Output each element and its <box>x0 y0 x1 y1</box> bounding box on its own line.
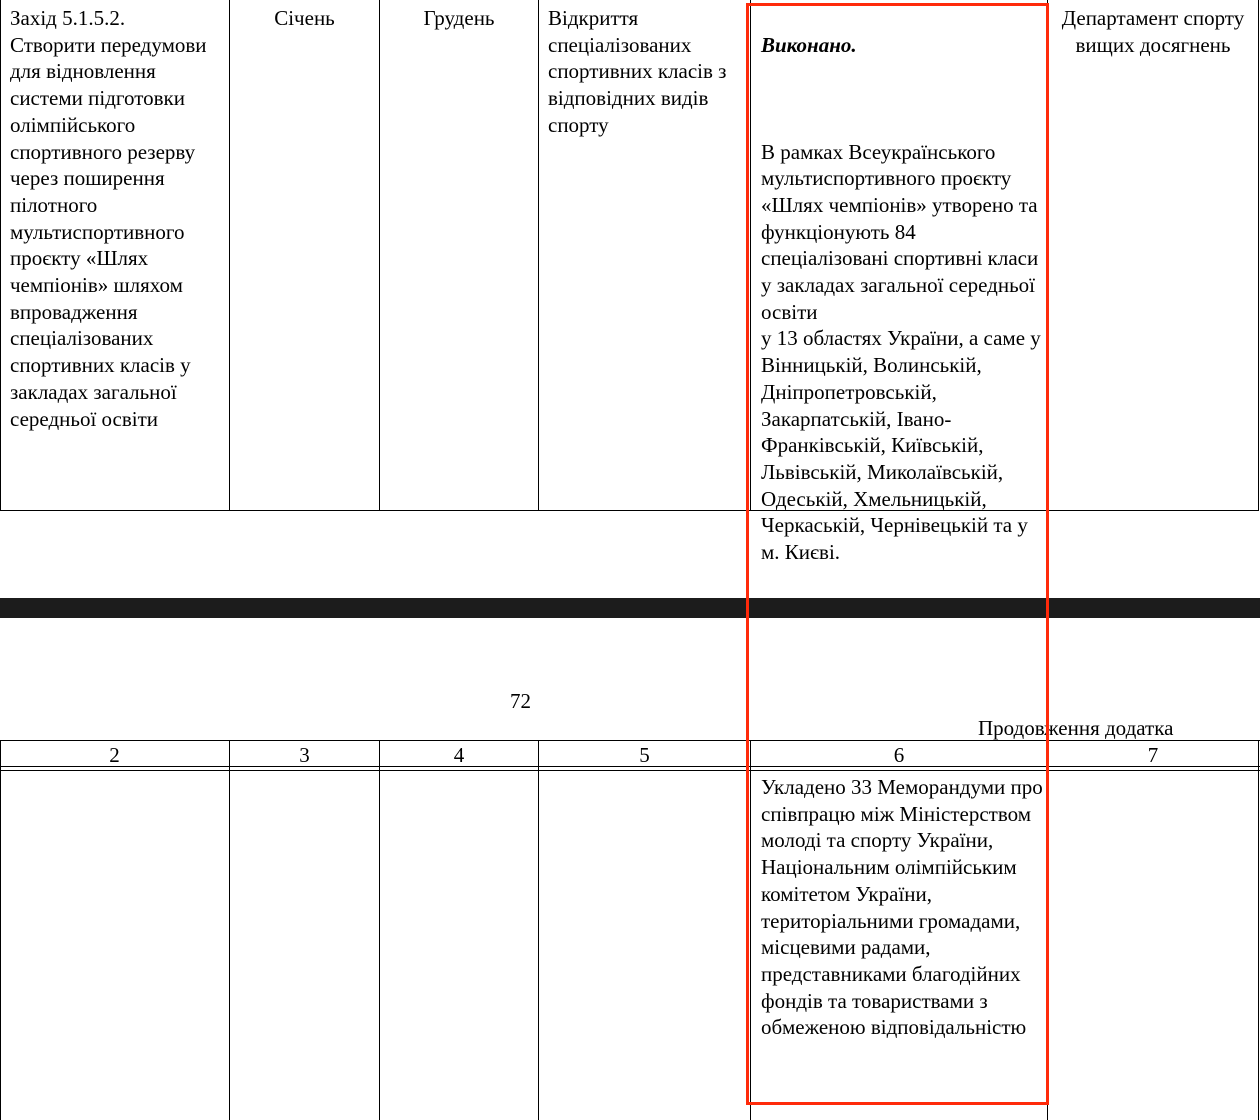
column-number: 7 <box>1147 743 1159 767</box>
page-number: 72 <box>510 689 531 713</box>
table-border <box>1258 0 1259 511</box>
table-border <box>1047 0 1048 511</box>
table-border <box>0 0 1 511</box>
start-month: Січень <box>274 6 335 30</box>
column-number: 5 <box>639 743 650 767</box>
table-border <box>750 740 751 1120</box>
end-month: Грудень <box>423 6 495 30</box>
memorandum-details: Укладено 33 Меморандуми про співпрацю між Міністерством молоді та спорту України, Національним олімпійським комітетом України, територіальними громадами, місцевими радами, представниками благодійних фондів та товариствами з обмеженою відповідальністю <box>761 775 1043 1040</box>
table-border <box>750 0 751 511</box>
table-border <box>229 740 230 1120</box>
table-border <box>0 740 1 1120</box>
page-separator <box>0 598 1260 618</box>
measure-description: Захід 5.1.5.2. Створити передумови для відновлення системи підготовки олімпійського спортивного резерву через поширення пілотного мультиспортивного проєкту «Шлях чемпіонів» шляхом впровадження спеціалізованих спортивних класів у закладах загальної середньої освіти <box>10 6 207 431</box>
table-border <box>1258 740 1259 1120</box>
table-border <box>0 770 1260 771</box>
table-border <box>538 0 539 511</box>
table-border <box>379 740 380 1120</box>
table-border <box>538 740 539 1120</box>
column-number: 3 <box>299 743 310 767</box>
column-number: 4 <box>453 743 465 767</box>
expected-result: Відкриття спеціалізованих спортивних класів з відповідних видів спорту <box>548 6 727 137</box>
table-border <box>379 0 380 511</box>
table-border <box>229 0 230 511</box>
continuation-label: Продовження додатка <box>978 716 1174 740</box>
column-number: 2 <box>109 743 120 767</box>
execution-status-cell <box>761 5 1043 592</box>
execution-details: В рамках Всеукраїнського мультиспортивного проєкту «Шлях чемпіонів» утворено та функціонують 84 спеціалізовані спортивні класи у закладах загальної середньої освіти у 13 областях України, а саме у Вінницькій, Волинській, Дніпропетровській, Закарпатській, Івано-Франківській, Київській, Львівській, Миколаївській, Одеській, Хмельницькій, Черкаській, Чернівецькій та у м. Києві. <box>761 139 1041 565</box>
responsible-department: Департамент спорту вищих досягнень <box>1061 6 1245 57</box>
table-border <box>0 740 1260 741</box>
status-label: Виконано. <box>761 32 857 57</box>
column-number: 6 <box>893 743 905 767</box>
table-border <box>0 510 1259 511</box>
table-border <box>1047 740 1048 1120</box>
